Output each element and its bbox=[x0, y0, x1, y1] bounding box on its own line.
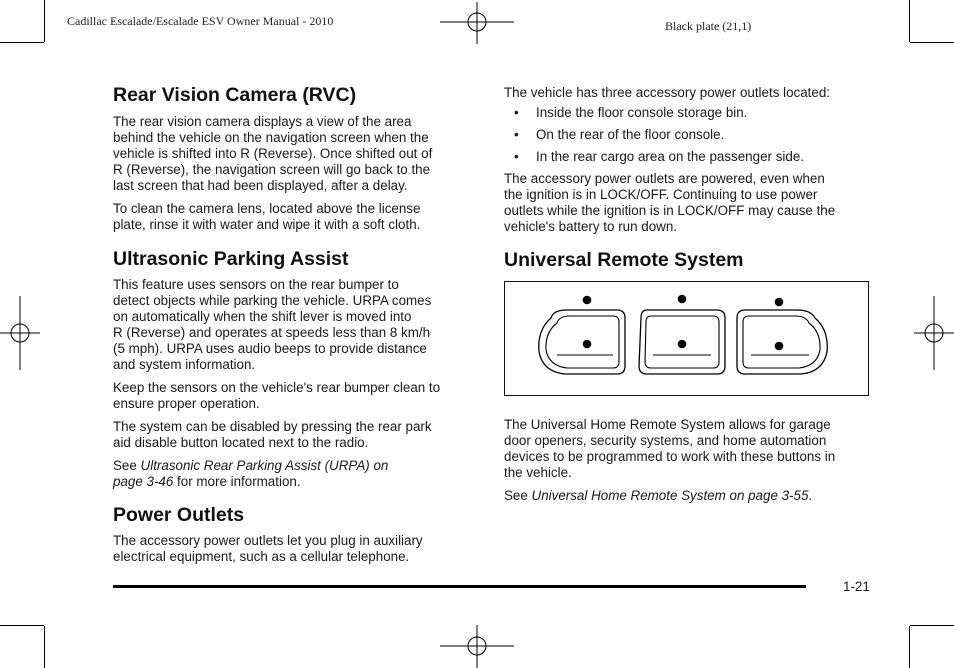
footer-rule bbox=[113, 585, 806, 588]
remote-button-2 bbox=[639, 310, 725, 374]
upa-paragraph-1: This feature uses sensors on the rear bumper to detect objects while parking the vehicle. URPA comes on automatically when the shift lever is moved into R (Reverse) and operates at speeds less than 8 km/h (5 mph). URPA uses audio beeps to provide distance and system information. bbox=[113, 277, 432, 372]
list-item: • Inside the floor console storage bin. bbox=[514, 105, 748, 120]
registration-mark-left bbox=[0, 296, 40, 370]
crop-mark bbox=[0, 625, 44, 626]
indicator-dot-1 bbox=[583, 296, 592, 305]
registration-mark-top bbox=[440, 2, 514, 44]
urs-paragraph-1: The Universal Home Remote System allows for garage door openers, security systems, and home automation devices to be programmed to work with these buttons in the vehicle. bbox=[504, 417, 836, 480]
right-column bbox=[504, 85, 874, 272]
urpa-page-link[interactable]: Ultrasonic Rear Parking Assist (URPA) on bbox=[140, 458, 389, 473]
bullet: • bbox=[514, 105, 519, 120]
heading-rvc: Rear Vision Camera (RVC) bbox=[113, 84, 357, 106]
outlet-location-list bbox=[504, 105, 874, 165]
remote-buttons-illustration bbox=[505, 282, 867, 394]
rvc-paragraph-2: To clean the camera lens, located above the license plate, rinse it with water and wipe it with a soft cloth. bbox=[113, 201, 421, 232]
crop-mark bbox=[0, 42, 44, 43]
bullet: • bbox=[514, 127, 519, 142]
rvc-paragraph-1: The rear vision camera displays a view of the area behind the vehicle on the navigation screen when the vehicle is shifted into R (Reverse). Once shifted out of R (Reverse), the navigation screen will go back to the last screen that had been displayed, after a delay. bbox=[113, 114, 433, 193]
upa-see-reference: See Ultrasonic Rear Parking Assist (URPA) on page 3-46 for more information. bbox=[113, 458, 389, 489]
list-item: • On the rear of the floor console. bbox=[514, 127, 725, 142]
heading-upa: Ultrasonic Parking Assist bbox=[113, 248, 349, 270]
upa-paragraph-3: The system can be disabled by pressing the rear park aid disable button located next to the radio. bbox=[113, 419, 432, 450]
heading-outlets: Power Outlets bbox=[113, 504, 245, 526]
urpa-page-link-cont[interactable]: page 3-46 bbox=[113, 474, 174, 489]
outlets-paragraph-1: The accessory power outlets let you plug in auxiliary electrical equipment, such as a cellular telephone. bbox=[113, 533, 423, 564]
plate-label: Black plate (21,1) bbox=[665, 19, 752, 33]
urs-page-link[interactable]: Universal Home Remote System on page 3-55 bbox=[531, 488, 809, 503]
crop-mark bbox=[44, 626, 45, 668]
crop-mark bbox=[910, 42, 954, 43]
registration-mark-right bbox=[914, 296, 954, 370]
universal-remote-figure bbox=[504, 281, 869, 396]
page-number: 1-21 bbox=[843, 579, 870, 594]
crop-mark bbox=[909, 626, 910, 668]
upa-paragraph-2: Keep the sensors on the vehicle's rear bumper clean to ensure proper operation. bbox=[113, 380, 441, 411]
urs-text bbox=[504, 417, 874, 511]
left-column bbox=[113, 83, 473, 572]
indicator-dot-3 bbox=[775, 298, 784, 307]
bullet: • bbox=[514, 149, 519, 164]
urs-see-reference: See Universal Home Remote System on page 3-55. bbox=[504, 488, 813, 503]
registration-mark-bottom bbox=[440, 625, 514, 668]
heading-urs: Universal Remote System bbox=[504, 249, 744, 271]
outlets-paragraph-2: The accessory power outlets are powered, even when the ignition is in LOCK/OFF. Continuing to use power outlets while the ignition is in LOCK/OFF may cause the vehicle's battery to run down. bbox=[504, 171, 836, 234]
crop-mark bbox=[909, 0, 910, 42]
crop-mark bbox=[910, 625, 954, 626]
remote-button-1 bbox=[539, 310, 625, 374]
crop-mark bbox=[44, 0, 45, 42]
remote-button-3 bbox=[737, 310, 827, 374]
indicator-dot-2 bbox=[678, 295, 687, 304]
manual-title: Cadillac Escalade/Escalade ESV Owner Manual - 2010 bbox=[67, 14, 334, 28]
list-item: • In the rear cargo area on the passenger side. bbox=[514, 149, 804, 164]
outlets-intro: The vehicle has three accessory power outlets located: bbox=[504, 85, 831, 100]
